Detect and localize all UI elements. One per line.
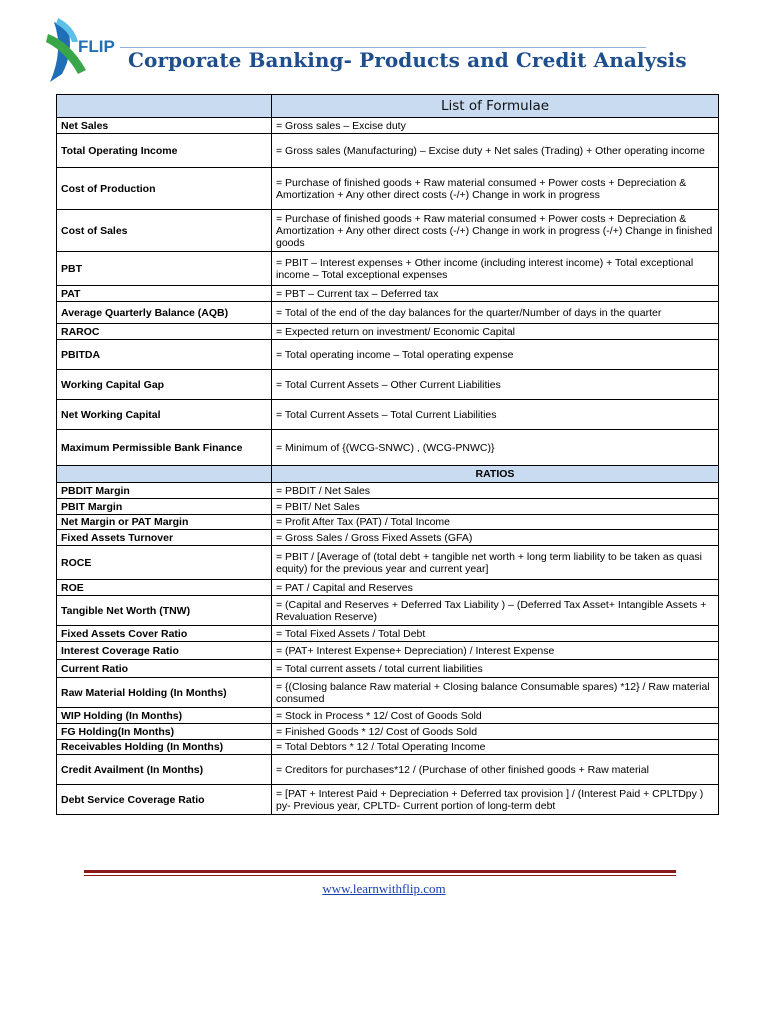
formula-cell: = Gross Sales / Gross Fixed Assets (GFA)	[272, 530, 719, 546]
term-cell: Receivables Holding (In Months)	[57, 740, 272, 755]
formula-cell: = Minimum of {(WCG-SNWC) , (WCG-PNWC)}	[272, 430, 719, 466]
formula-cell: = (Capital and Reserves + Deferred Tax Liability ) – (Deferred Tax Asset+ Intangible Assets + Revaluation Reserve)	[272, 596, 719, 626]
table-row	[57, 252, 719, 286]
table-row	[57, 483, 719, 499]
table-row	[57, 546, 719, 580]
formula-cell: = Total current assets / total current liabilities	[272, 660, 719, 678]
formula-cell: = Purchase of finished goods + Raw material consumed + Power costs + Depreciation & Amortization + Any other direct costs (-/+) Change in work in progress	[272, 168, 719, 210]
flip-logo-mark-icon	[44, 12, 124, 90]
table-row	[57, 626, 719, 642]
formula-cell: = {(Closing balance Raw material + Closing balance Consumable spares) *12} / Raw material consumed	[272, 678, 719, 708]
footer-rule	[84, 870, 676, 873]
formula-cell: = Finished Goods * 12/ Cost of Goods Sold	[272, 724, 719, 740]
term-cell: Maximum Permissible Bank Finance	[57, 430, 272, 466]
term-cell: Net Working Capital	[57, 400, 272, 430]
term-cell: Total Operating Income	[57, 134, 272, 168]
term-cell: PBDIT Margin	[57, 483, 272, 499]
table-row	[57, 708, 719, 724]
svg-text:FLIP: FLIP	[78, 37, 115, 56]
term-cell: Average Quarterly Balance (AQB)	[57, 302, 272, 324]
ratios-blank-cell	[57, 466, 272, 483]
table-row	[57, 724, 719, 740]
table-row	[57, 324, 719, 340]
term-cell: Debt Service Coverage Ratio	[57, 785, 272, 815]
table-row	[57, 642, 719, 660]
term-cell: Raw Material Holding (In Months)	[57, 678, 272, 708]
term-cell: Cost of Production	[57, 168, 272, 210]
table-row	[57, 210, 719, 252]
table-row	[57, 430, 719, 466]
formula-cell: = PBDIT / Net Sales	[272, 483, 719, 499]
formula-cell: = PBIT – Interest expenses + Other income (including interest income) + Total exceptional income – Total exceptional expenses	[272, 252, 719, 286]
table-row	[57, 340, 719, 370]
formulae-table	[56, 94, 719, 815]
formula-cell: = Total Debtors * 12 / Total Operating Income	[272, 740, 719, 755]
footer-rule-thin	[84, 875, 676, 876]
term-cell: Net Sales	[57, 118, 272, 134]
table-row	[57, 134, 719, 168]
formula-cell: = PBT – Current tax – Deferred tax	[272, 286, 719, 302]
footer-link[interactable]: www.learnwithflip.com	[322, 881, 446, 896]
table-row	[57, 678, 719, 708]
formula-cell: = Gross sales (Manufacturing) – Excise duty + Net sales (Trading) + Other operating income	[272, 134, 719, 168]
header-blank-cell	[57, 95, 272, 118]
term-cell: FG Holding(In Months)	[57, 724, 272, 740]
term-cell: PAT	[57, 286, 272, 302]
term-cell: Cost of Sales	[57, 210, 272, 252]
table-row	[57, 515, 719, 530]
formula-cell: = Stock in Process * 12/ Cost of Goods Sold	[272, 708, 719, 724]
table-row	[57, 400, 719, 430]
formula-cell: = [PAT + Interest Paid + Depreciation + Deferred tax provision ] / (Interest Paid + CPLTDpy ) py- Previous year, CPLTD- Current portion of long-term debt	[272, 785, 719, 815]
page-title: Corporate Banking- Products and Credit Analysis	[128, 48, 687, 72]
term-cell: PBT	[57, 252, 272, 286]
table-row	[57, 660, 719, 678]
formula-cell: = Total Current Assets – Total Current Liabilities	[272, 400, 719, 430]
table-row	[57, 740, 719, 755]
flip-logo	[44, 12, 124, 90]
term-cell: RAROC	[57, 324, 272, 340]
term-cell: Fixed Assets Cover Ratio	[57, 626, 272, 642]
table-header-row	[57, 95, 719, 118]
formula-cell: = Gross sales – Excise duty	[272, 118, 719, 134]
ratios-header-row	[57, 466, 719, 483]
table-row	[57, 168, 719, 210]
term-cell: ROE	[57, 580, 272, 596]
table-row	[57, 499, 719, 515]
table-row	[57, 302, 719, 324]
formula-cell: = Expected return on investment/ Economic Capital	[272, 324, 719, 340]
table-row	[57, 755, 719, 785]
table-row	[57, 530, 719, 546]
formula-cell: = Profit After Tax (PAT) / Total Income	[272, 515, 719, 530]
table-heading: List of Formulae	[272, 95, 719, 118]
table-row	[57, 785, 719, 815]
formula-cell: = PBIT/ Net Sales	[272, 499, 719, 515]
term-cell: Working Capital Gap	[57, 370, 272, 400]
term-cell: PBIT Margin	[57, 499, 272, 515]
formula-cell: = PBIT / [Average of (total debt + tangible net worth + long term liability to be taken as quasi equity) for the previous year and current year]	[272, 546, 719, 580]
table-row	[57, 286, 719, 302]
ratios-heading: RATIOS	[272, 466, 719, 483]
term-cell: Current Ratio	[57, 660, 272, 678]
formula-cell: = Total Current Assets – Other Current Liabilities	[272, 370, 719, 400]
table-row	[57, 580, 719, 596]
formula-cell: = Total Fixed Assets / Total Debt	[272, 626, 719, 642]
table-row	[57, 596, 719, 626]
term-cell: WIP Holding (In Months)	[57, 708, 272, 724]
formula-cell: = Total of the end of the day balances for the quarter/Number of days in the quarter	[272, 302, 719, 324]
formula-cell: = Total operating income – Total operating expense	[272, 340, 719, 370]
term-cell: Fixed Assets Turnover	[57, 530, 272, 546]
formula-cell: = Purchase of finished goods + Raw material consumed + Power costs + Depreciation & Amortization + Any other direct costs (-/+) Change in work in progress (-/+) Change in finished goods	[272, 210, 719, 252]
formula-cell: = Creditors for purchases*12 / (Purchase of other finished goods + Raw material	[272, 755, 719, 785]
term-cell: PBITDA	[57, 340, 272, 370]
term-cell: Net Margin or PAT Margin	[57, 515, 272, 530]
term-cell: Credit Availment (In Months)	[57, 755, 272, 785]
table-row	[57, 118, 719, 134]
table-row	[57, 370, 719, 400]
formula-cell: = PAT / Capital and Reserves	[272, 580, 719, 596]
formula-cell: = (PAT+ Interest Expense+ Depreciation) / Interest Expense	[272, 642, 719, 660]
term-cell: ROCE	[57, 546, 272, 580]
term-cell: Tangible Net Worth (TNW)	[57, 596, 272, 626]
term-cell: Interest Coverage Ratio	[57, 642, 272, 660]
